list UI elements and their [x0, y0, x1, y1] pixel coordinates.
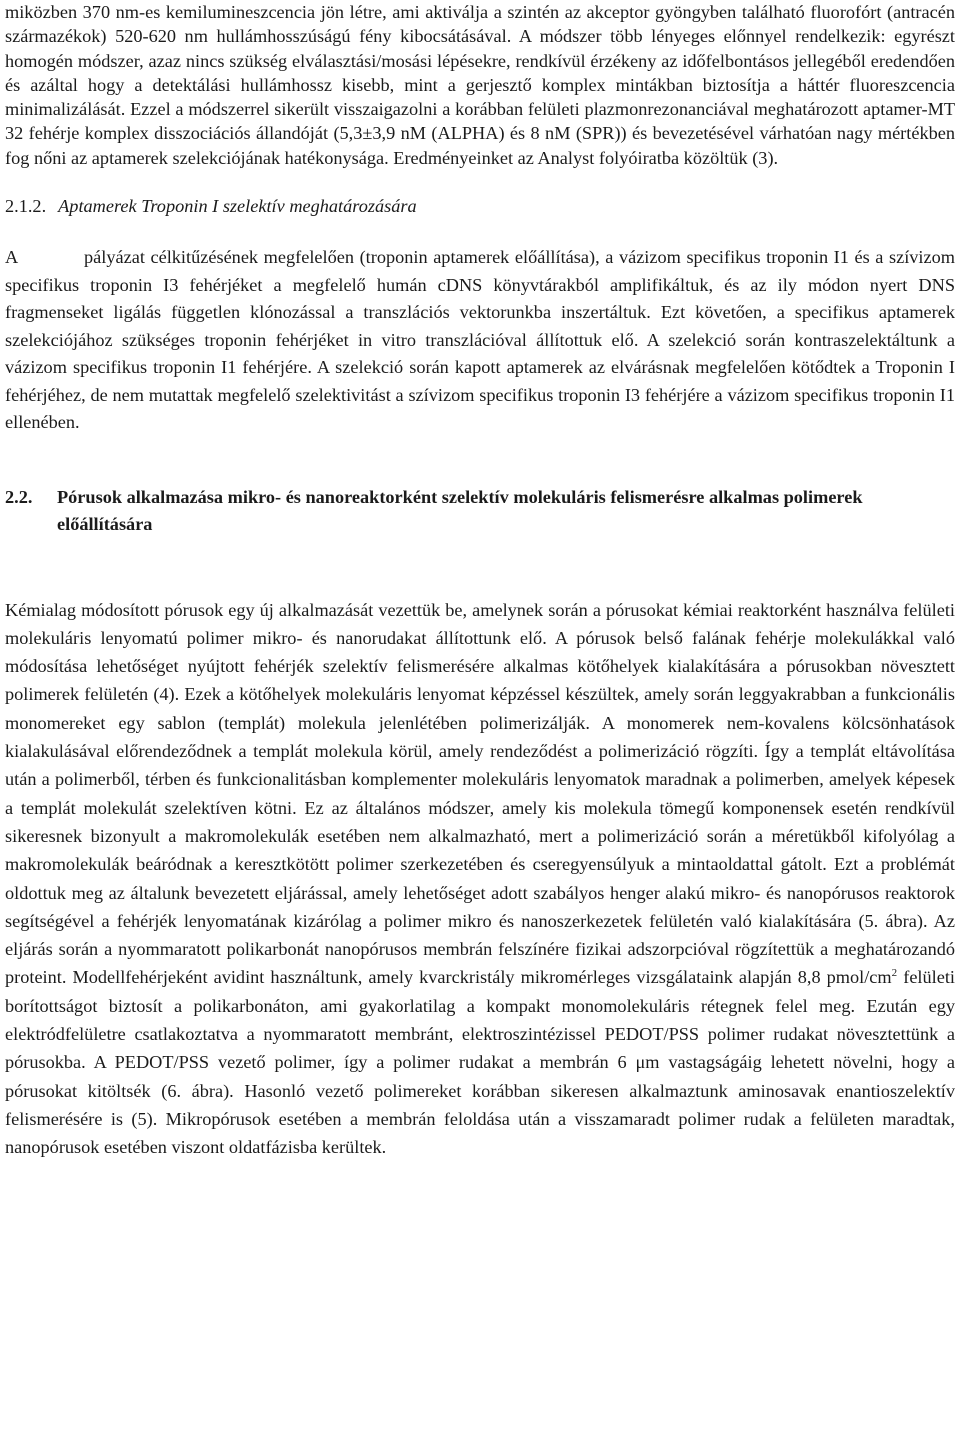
superscript: 2 — [891, 967, 898, 980]
section-heading-2-1-2 — [5, 194, 955, 218]
paragraph-first-word: A — [5, 247, 19, 268]
section-number: 2.2. — [5, 486, 33, 507]
section-title: Pórusok alkalmazása mikro- és nanoreaktorként szelektív molekuláris felismerésre alkalmas polimerek előállítására — [57, 486, 863, 534]
document-page — [5, 0, 955, 1162]
paragraph-troponin — [5, 244, 955, 437]
paragraph-body-part2: felületi borítottságot biztosít a polikarbonáton, ami gyakorlatilag a kompakt monomolekuláris rétegnek felel meg. Ezután egy elektródfelületre csatlakoztatva a nyommaratott membránt, elektroszintézissel PEDOT/PSS polimer rudakat növesztettünk a pórusokba. A PEDOT/PSS vezető polimer, így a polimer rudakat a membrán 6 μm vastagságáig lehetett növelni, hogy a pórusokat kitöltsék (6. ábra). Hasonló vezető polimereket korábban sikeresen alkalmaztunk aminosavak enantioszelektív felismerésére is (5). Mikropórusok esetében a membrán feloldása után a visszamaradt polimer rudak a felületen maradtak, nanopórusok esetében viszont oldatfázisba kerültek. — [5, 967, 955, 1158]
section-title: Aptamerek Troponin I szelektív meghatározására — [58, 196, 417, 217]
section-number: 2.1.2. — [5, 196, 47, 217]
paragraph-alphascreen: miközben 370 nm-es kemilumineszcencia jön létre, ami aktiválja a szintén az akceptor gyöngyben található fluorofórt (antracén származékok) 520-620 nm hullámhosszúságú fény kibocsátásával. A módszer több lényeges előnnyel rendelkezik: egyrészt homogén módszer, azaz nincs szükség elválasztási/mosási lépésekre, rendkívül érzékeny az időfelbontásos jellegéből eredendően és azáltal hogy a detektálási hullámhossz kisebb, mint a gerjesztő komplex mintákban biztosítja a háttér fluoreszcencia minimalizálását. Ezzel a módszerrel sikerült visszaigazolni a korábban felületi plazmonrezonanciával meghatározott aptamer-MT 32 fehérje komplex disszociációs állandóját (5,3±3,9 nM (ALPHA) és 8 nM (SPR)) és bevezetésével várhatóan nagy mértékben fog nőni az aptamerek szelekciójának hatékonysága. Eredményeinket az Analyst folyóiratba közöltük (3). — [5, 2, 955, 168]
paragraph-body: pályázat célkitűzésének megfelelően (troponin aptamerek előállítása), a vázizom specifikus troponin I1 és a szívizom specifikus troponin I3 fehérjéket a megfelelő humán cDNS könyvtárakból amplifikáltuk, és az ily módon nyert DNS fragmenseket ligálás független klónozással a transzlációs vektorunkba inszertáltuk. Ezt követően, a specifikus aptamerek szelekciójához szükséges troponin fehérjéket in vitro transzlációval állítottuk elő. A szelekció során kontraszelektáltunk a vázizom specifikus troponin I1 fehérjére. A szelekció során kapott aptamerek az elvárásnak megfelelően kötődtek a Troponin I fehérjéhez, de nem mutattak megfelelő szelektivitást a szívizom specifikus troponin I3 fehérjére a vázizom specifikus troponin I1 ellenében. — [5, 247, 955, 433]
paragraph-body-part1: Kémialag módosított pórusok egy új alkalmazását vezettük be, amelynek során a pórusokat kémiai reaktorként használva felületi molekuláris lenyomatú polimer mikro- és nanorudakat állítottunk elő. A pórusok belső falának fehérje molekulákkal való módosítása lehetőséget nyújtott fehérjék szelektív felismerésére alkalmas kötőhelyek kialakítására a pórusokban növesztett polimerek felületén (4). Ezek a kötőhelyek molekuláris lenyomat képzéssel készültek, amely során leggyakrabban a funkcionális monomereket egy sablon (templát) molekula jelenlétében polimerizálják. A monomerek nem-kovalens kölcsönhatások kialakulásával előrendeződnek a templát molekula körül, amely rendeződést a polimerizáció rögzíti. Így a templát eltávolítása után a polimerből, térben és funkcionalitásban komplementer molekuláris lenyomatok maradnak a polimerben, amelyek képesek a templát molekulát szelektíven kötni. Ez az általános módszer, amely kis molekula tömegű komponensek esetén rendkívül sikeresnek bizonyult a makromolekulák esetében nem alkalmazható, mert a polimerizáció során a méretükből kifolyólag a makromolekulák beáródnak a keresztkötött polimer szerkezetében és cseregyensúlyuk a mintaoldattal gátolt. Ezt a problémát oldottuk meg az általunk bevezetett eljárással, amely lehetőséget adott szabályos henger alakú mikro- és nanopórusos reaktorok segítségével a fehérjék lenyomatának kizárólag a polimer mikro és nanoszerkezetek felületén való kialakítására (5. ábra). Az eljárás során a nyommaratott polikarbonát nanopórusos membrán felszínére fizikai adszorpcióval rögzítettük a meghatározandó proteint. Modellfehérjeként avidint használtunk, amely kvarckristály mikromérleges vizsgálataink alapján 8,8 pmol/cm — [5, 599, 955, 988]
paragraph-pores — [5, 596, 955, 1162]
section-heading-2-2 — [5, 484, 955, 538]
